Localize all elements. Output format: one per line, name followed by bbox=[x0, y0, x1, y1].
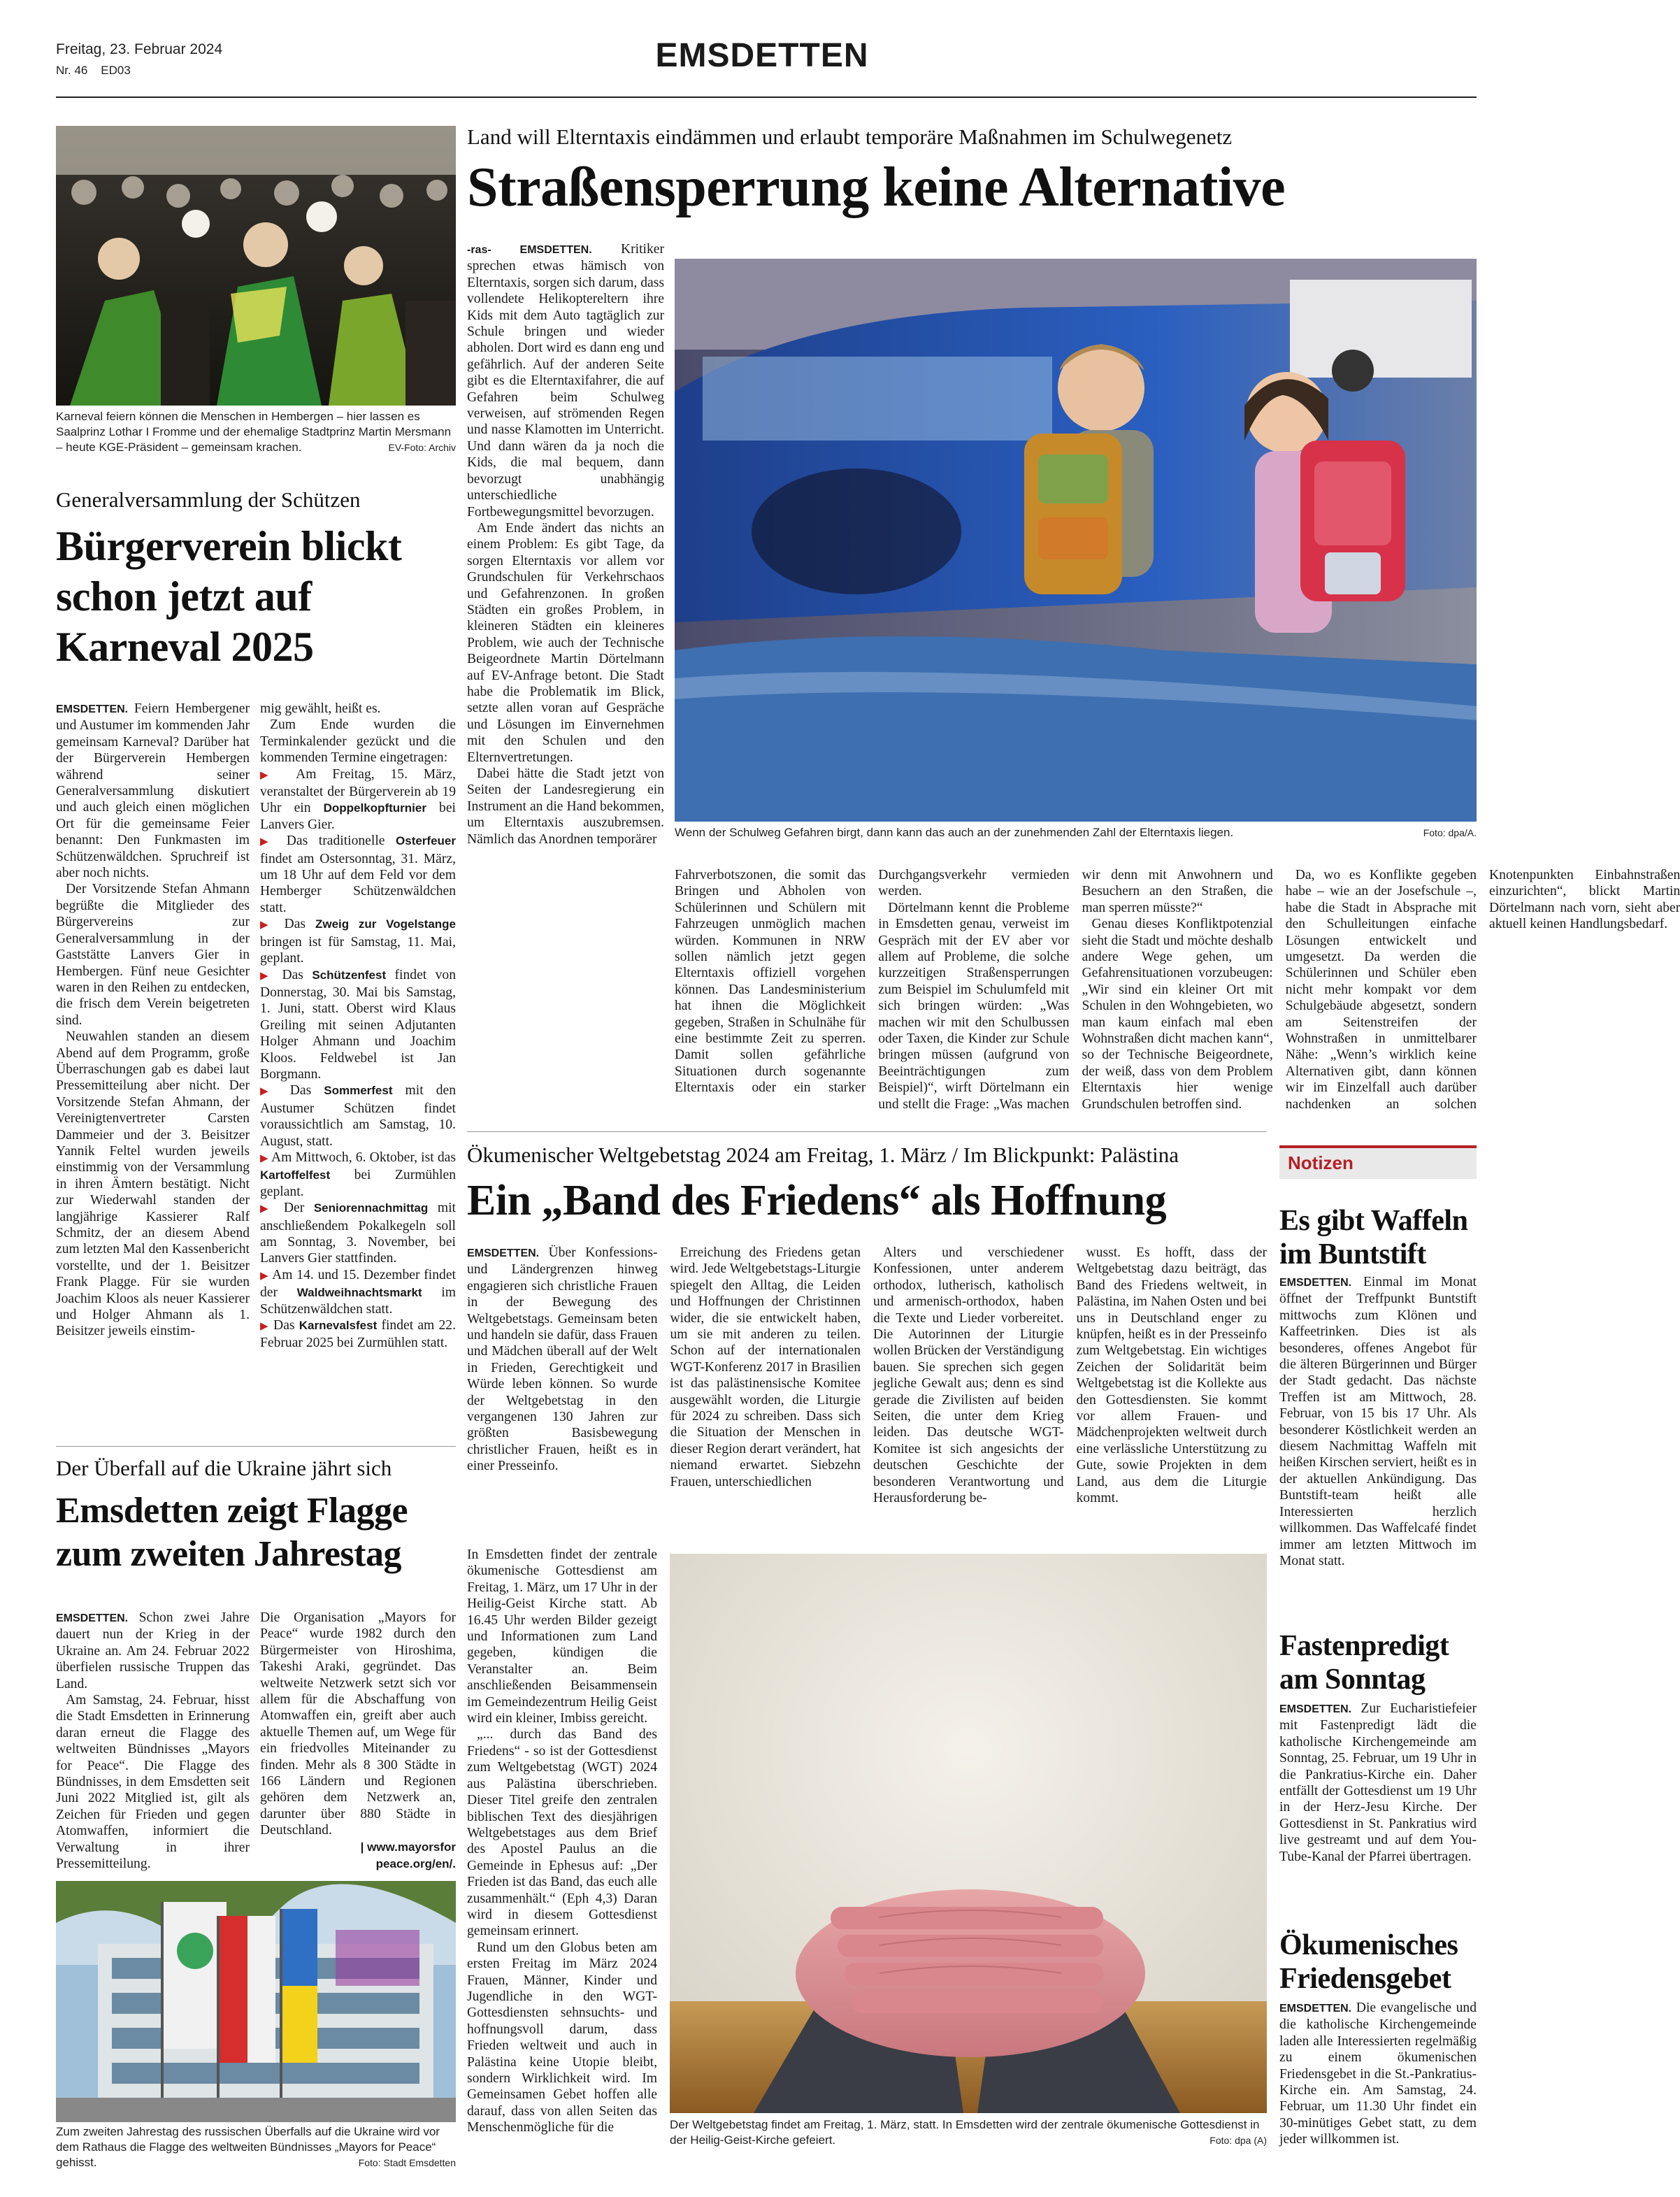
weltgebetstag-left-p3: Rund um den Globus beten am ersten Freitag im März 2024 Frauen, Männer, Kinder und Jugendliche in den WGT-Gottesdiensten sehnsuchts- und hoffnungsvoll darum, dass Frieden weltweit und auch in Palästina keine Utopie bleibt, sondern Wirklichkeit wird. Im Gemeinsamen Gebet hoffen alle darauf, dass von allen Seiten das Menschenmögliche für die bbox=[467, 1940, 657, 2135]
notiz-text-waffeln bbox=[1279, 1274, 1477, 1610]
event-highlight: Zweig zur Vogelstange bbox=[315, 917, 456, 931]
weltgebetstag-p2: Erreichung des Friedens getan wird. Jede Weltgebetstags-Liturgie spiegelt den Alltag, die Leiden und Hoffnungen der Christinnen wider, die sie entwickelt haben, um sie mit anderen zu teilen. Schon auf der internationalen WGT-Konferenz 2017 in Brasilien ist das palästinensische Komitee ausgewählt worden, die Liturgie für 2024 zu schreiben. Dass sich die Situation der Menschen in dieser Region derart verändert, hat niemand erwartet. Siebzehn Frauen, unterschiedlichen bbox=[670, 1245, 861, 1489]
elterntaxi-kicker: Land will Elterntaxis eindämmen und erlaubt temporäre Maßnahmen im Schulwegenetz bbox=[467, 124, 1233, 149]
elterntaxi-headline: Straßensperrung keine Alternative bbox=[467, 157, 1286, 218]
event-item bbox=[260, 766, 456, 833]
event-text: mit anschließendem Pokalkegeln soll am Sonntag, 3. November, bei Lanvers Gier stattfinden. bbox=[260, 1201, 456, 1266]
event-text: Am 14. und 15. Dezember findet der bbox=[260, 1267, 456, 1301]
schoolchildren-photo bbox=[675, 259, 1477, 822]
event-item bbox=[260, 1200, 456, 1267]
event-highlight: Kartoffelfest bbox=[260, 1168, 331, 1182]
event-item bbox=[260, 1082, 456, 1150]
weltgebetstag-left-col bbox=[467, 1547, 657, 2135]
weltgebetstag-dateline: EMSDETTEN. bbox=[467, 1247, 540, 1259]
praying-hands-caption-text: Der Weltgebetstag findet am Freitag, 1. März, statt. In Emsdetten wird der zentrale ökumenische Gottesdienst in der Heilig-Geist-Kirche gefeiert. bbox=[670, 2118, 1260, 2147]
bullet-triangle-icon: ▶ bbox=[260, 1152, 268, 1164]
ukraine-col2-p1: Die Organisation „Mayors for Peace“ wurde 1982 durch den Bürgermeister von Hiroshima, Takeshi Araki, gegründet. Das weltweite Netzwerk setzt sich vor allem für die Abschaffung von Atomwaffen ein, greift aber auch aktuelle Themen auf, um Wege für ein friedvolles Miteinander zu finden. Mehr als 8 300 Städte in 166 Ländern und Regionen gehören dem Netzwerk an, darunter über 880 Städte in Deutschland. bbox=[260, 1610, 456, 1838]
mayors-for-peace-link[interactable]: | www.mayorsfor peace.org/en/. bbox=[360, 1840, 456, 1870]
notiz-text-fastenpredigt bbox=[1279, 1701, 1477, 1910]
bullet-triangle-icon: ▶ bbox=[260, 769, 281, 781]
buergerverein-p3: Neuwahlen standen an diesem Abend auf dem Programm, große Überraschungen gab es dabei laut Pressemitteilung aber nicht. Der Vorsitzende Stefan Ahmann, der Vereinigtenvertreter Carsten Dammeier und der 3. Beisitzer Yannik Feltel wurden jeweils einstimmig von der Versammlung in ihren Ämtern bestätigt. Nicht zur Wiederwahl standen der langjährige Kassierer Ralf Schmitz, der an diesem Abend zum letzten Mal den Kassenbericht vorstellte, und der 1. Beisitzer Frank Plagge. Für sie wurden Joachim Kloos als neuer Kassierer und Holger Ahmann als 1. Beisitzer jeweils einstim- bbox=[56, 1029, 250, 1339]
event-text: findet am 22. Februar 2025 bei Zurmühlen statt. bbox=[260, 1318, 456, 1351]
buergerverein-p2: Der Vorsitzende Stefan Ahmann begrüßte die Mitglieder des Bürgervereins zur Generalversammlung in der Gaststätte Lanvers Gier in Hembergen. Fünf neue Gesichter waren in den Reihen zu entdecken, die frisch dem Verein beigetreten sind. bbox=[56, 882, 250, 1028]
bullet-triangle-icon: ▶ bbox=[260, 836, 276, 848]
elterntaxi-col1 bbox=[467, 241, 664, 864]
townhall-caption-text: Zum zweiten Jahrestag des russischen Überfalls auf die Ukraine wird vor dem Rathaus die Flagge des weltweiten Bündnisses „Mayors for Peace“ gehisst. bbox=[56, 2125, 440, 2169]
event-text: Das bbox=[273, 1318, 299, 1333]
carnival-photo bbox=[56, 126, 456, 406]
event-highlight: Waldweihnachtsmarkt bbox=[296, 1286, 422, 1300]
issue-number-text: Nr. 46 bbox=[56, 64, 88, 77]
divider bbox=[56, 1446, 456, 1447]
issue-number bbox=[56, 62, 131, 80]
notiz-body: Einmal im Monat öffnet der Treffpunkt Buntstift mittwochs zum Klönen und Kaffeetrinken. Dies ist als besonderes, offenes Angebot für die älteren Bürgerinnen und Bürger der Stadt gedacht. Das nächste Treffen ist am Mittwoch, 28. Februar, von 15 bis 17 Uhr. Als besonderer Köstlichkeit werden an diesem Nachmittag Waffeln mit heißen Kirschen serviert, heißt es in der aktuellen Ankündigung. Das Buntstift-team heißt alle Interessierten herzlich willkommen. Das Waffelcafé findet immer am letzten Mittwoch im Monat statt. bbox=[1279, 1275, 1477, 1568]
bullet-triangle-icon: ▶ bbox=[260, 1321, 269, 1333]
ukraine-headline: Emsdetten zeigt Flagge zum zweiten Jahrestag bbox=[56, 1491, 408, 1574]
weltgebetstag-left-p1: In Emsdetten findet der zentrale ökumenische Gottesdienst am Freitag, 1. März, um 17 Uhr in der Heilig-Geist Kirche statt. Ab 16.45 Uhr werden Bilder gezeigt und Informationen zum Land gegeben, kündigen die Veranstalter an. Beim anschließenden Beisammensein im Gemeindezentrum Heilig Geist wird ein kleiner, Imbiss gereicht. bbox=[467, 1547, 657, 1726]
notiz-dateline: EMSDETTEN. bbox=[1279, 1277, 1352, 1289]
elterntaxi-bottom-p3: Genau dieses Konfliktpotenzial sieht die Stadt und möchte deshalb andere Wege gehen, um Gefahrensituationen vorzubeugen: „Wir sind ein kleiner Ort mit Schulen in den Wohngebieten, wo man kaum einfach mal eben Wohnstraßen dicht machen kann“, so der Technische Beigeordnete, der weiß, dass von dem Problem Elterntaxis hier wenige Grundschulen betroffen sind. bbox=[1082, 917, 1273, 1112]
townhall-photo-credit: Foto: Stadt Emsdetten bbox=[358, 2157, 456, 2168]
event-text: mit den Austumer Schützen findet voraussichtlich am Samstag, 10. August, statt. bbox=[260, 1083, 457, 1149]
notiz-body: Die evangelische und die katholische Kirchengemeinde laden alle Interessierten regelmäßig zu einem ökumenischen Friedensgebet in die St.-Pankratius-Kirche ein. Am Samstag, 24. Februar, um 11.30 Uhr findet ein 30-minütiges Gebet statt, zu dem jeder willkommen ist. bbox=[1279, 2001, 1477, 2147]
event-text: findet am Ostersonntag, 31. März, um 18 Uhr auf dem Feld vor dem Hemberger Schützenwäldchen statt. bbox=[260, 851, 456, 915]
elterntaxi-bottom-p1: Fahrverbotszonen, die somit das Bringen und Abholen von Schülerinnen und Schülern mit Fahrzeugen unmöglich machen würden. Kommunen in NRW sollen nämlich jetzt gegen Elterntaxis offiziell vorgehen können. Das Landesministerium hat ihnen die Möglichkeit gegeben, Straßen in Schulnähe für eine bestimmte Zeit zu sperren. Damit sollen gefährliche Situationen durch sogenannte Elterntaxis oder ein starker Durchgangsverkehr vermieden werden. bbox=[675, 868, 1070, 1096]
event-highlight: Seniorennachmittag bbox=[313, 1201, 429, 1215]
weltgebetstag-left-p2: „... durch das Band des Friedens“ - so ist der Gottesdienst zum Weltgebetstag (WGT) 2024 aus Palästina überschrieben. Dieser Titel greife den zentralen biblischen Text des diesjährigen Weltgebetstages aus dem Brief des Apostel Paulus an die Gemeinde in Ephesus auf: „Der Frieden ist das Band, das euch alle zusammenhält.“ (Eph 4,3) Daran wird in diesem Gottesdienst gemeinsam erinnert. bbox=[467, 1727, 657, 1939]
buergerverein-col1 bbox=[56, 701, 250, 1449]
ukraine-col1 bbox=[56, 1610, 250, 1870]
bullet-triangle-icon: ▶ bbox=[260, 1086, 278, 1098]
section-title: EMSDETTEN bbox=[655, 37, 869, 74]
ukraine-p1: Schon zwei Jahre dauert nun der Krieg in der Ukraine an. Am 24. Februar 2022 überfielen russische Truppen das Land. bbox=[56, 1610, 250, 1691]
event-highlight: Schützenfest bbox=[312, 968, 387, 982]
buergerverein-p1: Feiern Hembergener und Austumer im kommenden Jahr gemeinsam Karneval? Darüber hat der Bürgerverein Hembergen während seiner Generalversammlung diskutiert und auch gleich einen möglichen Ort für die gemeinsame Feier benannt: Den Funkmasten im Schützenwäldchen. Spruchreif ist aber noch nichts. bbox=[56, 701, 250, 881]
ukraine-kicker: Der Überfall auf die Ukraine jährt sich bbox=[56, 1456, 392, 1480]
event-text: Der bbox=[283, 1201, 314, 1216]
buergerverein-headline: Bürgerverein blickt schon jetzt auf Karneval 2025 bbox=[56, 523, 402, 670]
buergerverein-kicker: Generalversammlung der Schützen bbox=[56, 487, 361, 512]
elterntaxi-bottom-p4: Da, wo es Konflikte gegeben habe – wie an der Josefschule –, habe die Stadt in Absprache mit den Schulleitungen einfache Lösungen entwickelt und umgesetzt. Da werden die Schülerinnen und Schüler eben nicht mehr kompakt vor dem Schulgebäude abgesetzt, sondern am Seitenstreifen der Wohnstraßen in unmittelbarer Nähe: „Wenn’s wirklich keine Alternativen gibt, dann können wir im Einzelfall auch darüber nachdenken an solchen Knotenpunkten Einbahnstraßen einzurichten“, blickt Martin Dörtelmann nach vorn, sieht aber aktuell keinen Handlungsbedarf. bbox=[1285, 868, 1680, 1112]
event-text: Das bbox=[289, 1083, 324, 1098]
event-item bbox=[260, 967, 456, 1083]
elterntaxi-p1: Kritiker sprechen etwas hämisch von Elterntaxis, sorgen sich darum, dass vollendete Helikoptereltern ihre Kids mit dem Auto tagtäglich zur Schule bringen und wieder abholen. Dort wird es dann eng und gefährlich. Auf der anderen Seite gibt es die Elterntaxifahrer, die auf Gefahren beim Schulweg verweisen, auf strömenden Regen und nasse Klamotten im Unterricht. Und dann wären da ja noch die Kids, die mal bequem, dann bevorzugt unabhängig unterschiedliche Fortbewegungsmittel bevorzugen. bbox=[467, 242, 664, 520]
event-text: Das bbox=[282, 967, 313, 982]
notiz-dateline: EMSDETTEN. bbox=[1279, 2003, 1352, 2014]
divider bbox=[467, 1131, 1267, 1132]
weltgebetstag-p4: wusst. Es hofft, dass der Weltgebetstag dazu beiträgt, das Band des Friedens weltweit, in Palästina, im Nahen Osten und bei uns in Deutschland enger zu knüpfen, heißt es in der Presseinfo zum Weltgebetstag. Ein wichtiges Zeichen der Solidarität beim Weltgebetstag ist die Kollekte aus den Gottesdiensten. Sie kommt vor allem Frauen- und Mädchenprojekten weltweit durch eine verlässliche Unterstützung zu Gute, sowie Projekten in dem Land, aus dem die Liturgie kommt. bbox=[1076, 1245, 1267, 1506]
event-text: Am Mittwoch, 6. Oktober, ist das bbox=[271, 1150, 456, 1165]
issue-date: Freitag, 23. Februar 2024 bbox=[56, 41, 223, 57]
carnival-photo-caption bbox=[56, 409, 456, 455]
bullet-triangle-icon: ▶ bbox=[260, 919, 275, 931]
weltgebetstag-top-columns bbox=[467, 1245, 1267, 1544]
event-text: Am Freitag, 15. März, veranstaltet der Bürgerverein ab 19 Uhr ein bbox=[260, 766, 456, 816]
edition-code: ED03 bbox=[101, 64, 131, 77]
elterntaxi-dateline: -ras- EMSDETTEN. bbox=[467, 244, 592, 256]
event-item bbox=[260, 1150, 456, 1200]
townhall-photo-caption bbox=[56, 2124, 456, 2170]
event-highlight: Osterfeuer bbox=[396, 834, 456, 848]
buergerverein-col2-para: Zum Ende wurden die Terminkalender gezückt und die kommenden Termine eingetragen: bbox=[260, 717, 456, 766]
elterntaxi-p3: Dabei hätte die Stadt jetzt von Seiten der Landesregierung ein Instrument an die Hand bekommen, um Elterntaxis auszubremsen. Nämlich das Anordnen temporärer bbox=[467, 766, 664, 847]
praying-hands-photo-credit: Foto: dpa (A) bbox=[1209, 2135, 1267, 2146]
carnival-caption-text: Karneval feiern können die Menschen in Hembergen – hier lassen es Saalprinz Lothar I Fromme und der ehemalige Stadtprinz Martin Mersmann – heute KGE-Präsident – gemeinsam krachen. bbox=[56, 410, 452, 454]
event-text: bei Lanvers Gier. bbox=[260, 801, 456, 832]
bullet-triangle-icon: ▶ bbox=[260, 970, 274, 982]
schoolchildren-caption-text: Wenn der Schulweg Gefahren birgt, dann kann das auch an der zunehmenden Zahl der Elterntaxis liegen. bbox=[675, 826, 1234, 839]
event-item bbox=[260, 1317, 456, 1352]
notiz-text-friedensgebet bbox=[1279, 2000, 1477, 2168]
schoolchildren-photo-credit: Foto: dpa/A. bbox=[1423, 827, 1477, 838]
notiz-headline: Es gibt Waffeln im Buntstift bbox=[1279, 1205, 1468, 1271]
notiz-headline: Fastenpredigt am Sonntag bbox=[1279, 1630, 1449, 1696]
event-text: findet von Donnerstag, 30. Mai bis Samstag, 1. Juni, statt. Oberst wird Klaus Greiling mit seinen Adjutanten Holger Ahmann und Joachim Kloos. Feldwebel ist Jan Borgmann. bbox=[260, 967, 457, 1082]
buergerverein-dateline: EMSDETTEN. bbox=[56, 703, 129, 715]
event-item bbox=[260, 1267, 456, 1317]
event-item bbox=[260, 833, 456, 916]
elterntaxi-p2: Am Ende ändert das nichts an einem Problem: Es gibt Tage, da sorgen Elterntaxis vor allem vor Grundschulen für Verkehrschaos und Gefahrenzonen. In großen Städten ein großes Problem, in kleineren Städten ein kleineres Problem, wie auch der Technische Beigeordnete Martin Dörtelmann auf EV-Anfrage betont. Die Stadt habe die Problematik im Blick, setzte allen voran auf Gespräche und Lösungen im Einvernehmen mit den Schulen und den Elternvertretungen. bbox=[467, 520, 664, 765]
bullet-triangle-icon: ▶ bbox=[260, 1203, 275, 1215]
praying-hands-photo-caption bbox=[670, 2117, 1267, 2148]
event-highlight: Karnevalsfest bbox=[299, 1319, 378, 1333]
elterntaxi-bottom-p2: Dörtelmann kennt die Probleme in Emsdetten genau, verweist im Gespräch mit der EV aber vor allem auf Probleme, die solche kurzzeitigen Straßensperrungen zum Beispiel im Schulumfeld mit sich bringen würden: „Was machen wir mit den Schulbussen oder Taxen, die Kinder zur Schule bringen müssen (aufgrund von Beeinträchtigungen zum Beispiel)“, wirft Dörtelmann ein und stellt die Frage: „Was machen wir denn mit Anwohnern und Besuchern an den Straßen, die man sperren müsste?“ bbox=[878, 868, 1273, 1112]
townhall-flag-photo bbox=[56, 1881, 456, 2122]
notiz-headline: Ökumenisches Friedensgebet bbox=[1279, 1929, 1458, 1995]
event-text: Das bbox=[284, 917, 315, 932]
notiz-dateline: EMSDETTEN. bbox=[1279, 1703, 1352, 1715]
event-highlight: Sommerfest bbox=[324, 1084, 393, 1098]
notizen-label: Notizen bbox=[1288, 1152, 1354, 1173]
buergerverein-col2 bbox=[260, 701, 456, 1449]
weltgebetstag-kicker: Ökumenischer Weltgebetstag 2024 am Freitag, 1. März / Im Blickpunkt: Palästina bbox=[467, 1143, 1179, 1167]
bullet-triangle-icon: ▶ bbox=[260, 1270, 269, 1282]
ukraine-p2: Am Samstag, 24. Februar, hisst die Stadt Emsdetten in Erinnerung daran erneut die Flagge des weltweiten Bündnisses „Mayors for Peace“. Die Flagge des Bündnisses, in dem Emsdetten seit Juni 2022 Mitglied ist, gilt als Zeichen für Frieden und gegen Atomwaffen, informiert die Verwaltung in ihrer Pressemitteilung. bbox=[56, 1693, 250, 1872]
praying-hands-photo bbox=[670, 1554, 1267, 2113]
event-highlight: Doppelkopfturnier bbox=[323, 801, 426, 815]
weltgebetstag-headline: Ein „Band des Friedens“ als Hoffnung bbox=[467, 1177, 1167, 1224]
schoolchildren-photo-caption bbox=[675, 825, 1477, 840]
weltgebetstag-p1: Über Konfessions- und Ländergrenzen hinweg engagieren sich christliche Frauen in der Bewegung des Weltgebetstags. Gemeinsam beten und handeln sie dafür, dass Frauen und Mädchen überall auf der Welt in Frieden, Gerechtigkeit und Würde leben können. So wurde der Weltgebetstag in den vergangenen 130 Jahren zur größten Basisbewegung christlicher Frauen, heißt es in einer Presseinfo. bbox=[467, 1245, 658, 1474]
ukraine-dateline: EMSDETTEN. bbox=[56, 1612, 129, 1624]
event-text: bei Zurmühlen geplant. bbox=[260, 1168, 456, 1199]
event-text: Das traditionelle bbox=[286, 833, 396, 849]
event-text: im Schützenwäldchen statt. bbox=[260, 1285, 456, 1317]
ukraine-col2 bbox=[260, 1610, 456, 1838]
event-text: bringen ist für Samstag, 11. Mai, geplant. bbox=[260, 934, 456, 966]
notiz-body: Zur Eucharistiefeier mit Fastenpredigt lädt die katholische Kirchengemeinde am Sonntag, 25. Februar, um 19 Uhr in die Pankratius-Kirche ein. Daher entfällt der Gottesdienst um 19 Uhr in der Herz-Jesu Kirche. Der Gottesdienst in St. Pankratius wird live gestreamt und auf dem You-Tube-Kanal der Pfarrei übertragen. bbox=[1279, 1701, 1477, 1864]
weltgebetstag-p3: Alters und verschiedener Konfessionen, unter anderem orthodox, lutherisch, katholisch und armenisch-orthodox, haben die Texte und Lieder vorbereitet. Die Autorinnen der Liturgie wollen Brücken der Verständigung bauen. Sie sprechen sich gegen jegliche Gewalt aus; denn es sind gerade die Zivilisten auf beiden Seiten, die unter dem Krieg leiden. Das deutsche WGT-Komitee ist sich angesichts der deutschen Geschichte der besonderen Verantwortung und Herausforderung be- bbox=[873, 1245, 1064, 1506]
carnival-photo-credit: EV-Foto: Archiv bbox=[388, 442, 456, 453]
notizen-label-box bbox=[1279, 1145, 1477, 1179]
buergerverein-col2-intro: mig gewählt, heißt es. bbox=[260, 701, 381, 716]
elterntaxi-bottom-columns bbox=[675, 867, 1680, 1120]
event-item bbox=[260, 916, 456, 966]
header-rule bbox=[56, 96, 1477, 98]
